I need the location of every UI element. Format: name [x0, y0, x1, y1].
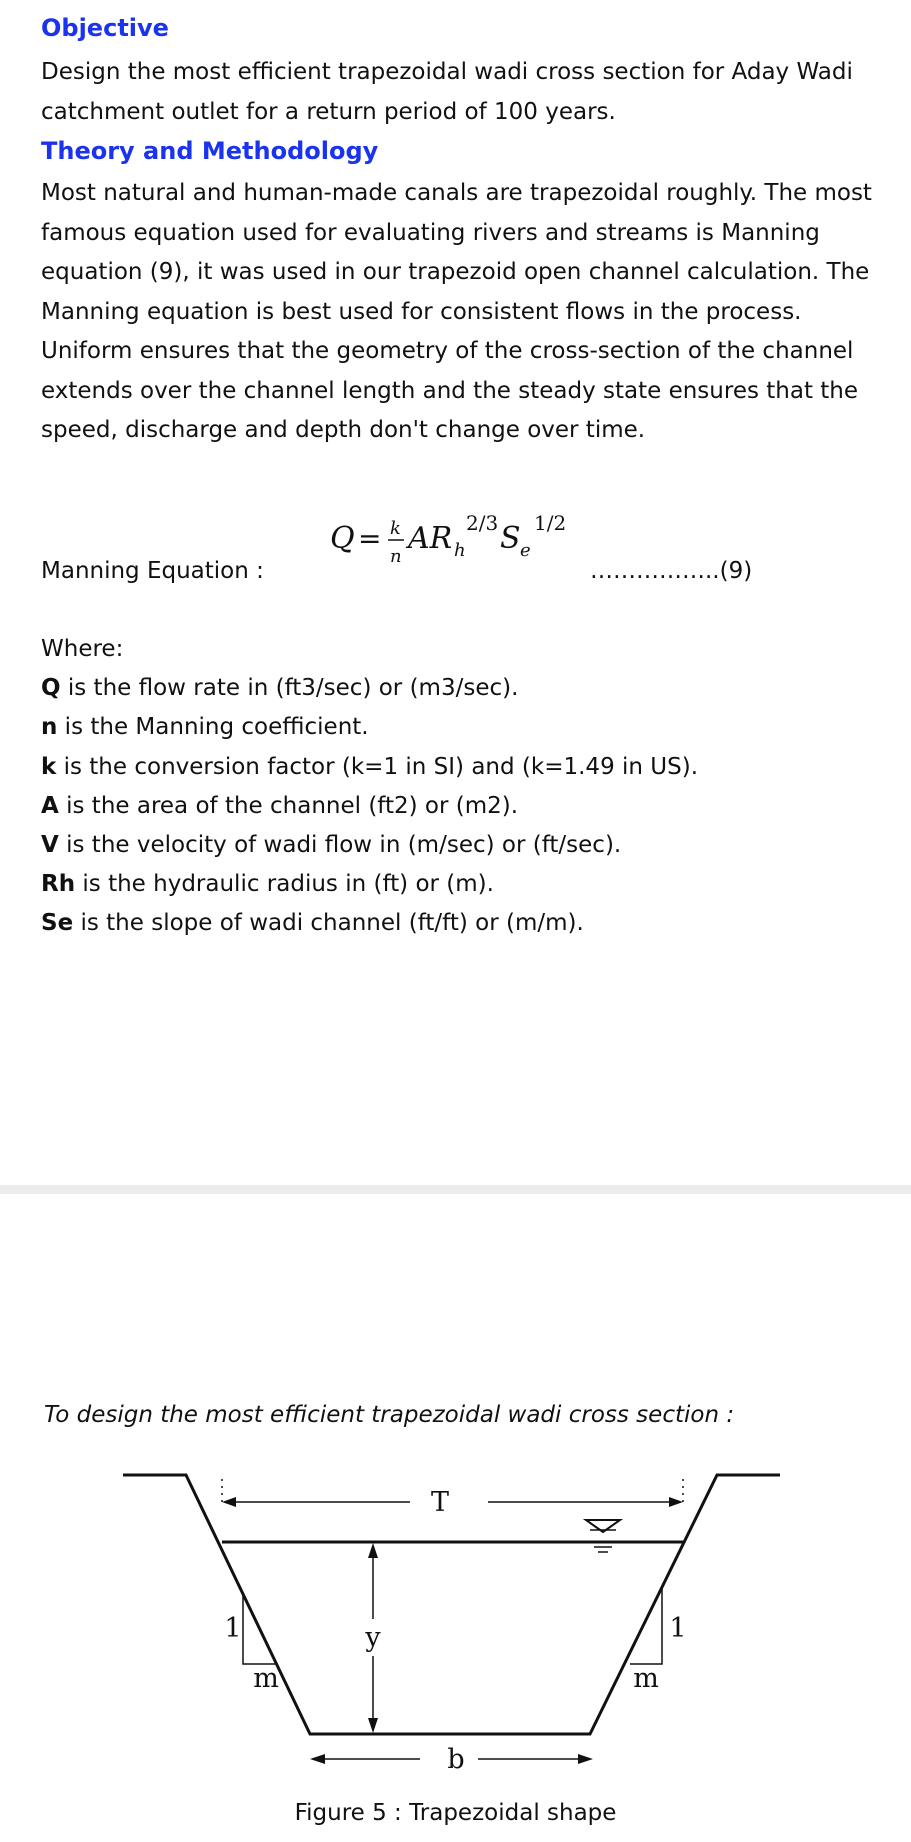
label-top-width: T: [430, 1487, 450, 1518]
label-left-one: 1: [224, 1613, 242, 1644]
manning-equation-formula: [328, 508, 588, 568]
svg-text:n: n: [390, 546, 402, 567]
svg-text:=: =: [358, 522, 382, 555]
label-right-m: m: [633, 1663, 659, 1694]
svg-text:1/2: 1/2: [534, 511, 567, 535]
theory-heading: Theory and Methodology: [41, 137, 379, 165]
definition-q: Q is the flow rate in (ft3/sec) or (m3/sec).: [41, 675, 519, 701]
svg-text:AR: AR: [408, 521, 453, 556]
figure-caption: Figure 5 : Trapezoidal shape: [294, 1800, 617, 1826]
objective-text: Design the most efficient trapezoidal wadi cross section for Aday Wadi catchment outlet for a return period of 100 years.: [41, 59, 853, 125]
definition-se: Se is the slope of wadi channel (ft/ft) or (m/m).: [41, 910, 584, 936]
svg-text:Q: Q: [330, 521, 355, 556]
where-title: Where:: [41, 636, 124, 662]
equation-label: Manning Equation :: [41, 558, 264, 584]
svg-text:2/3: 2/3: [466, 511, 499, 535]
definition-n: n is the Manning coefficient.: [41, 714, 369, 740]
equation-number: ……………..(9): [590, 558, 753, 584]
page-separator: [0, 1185, 911, 1194]
svg-text:S: S: [500, 521, 521, 556]
definition-k: k is the conversion factor (k=1 in SI) and (k=1.49 in US).: [41, 754, 699, 780]
svg-text:h: h: [454, 540, 466, 561]
label-right-one: 1: [669, 1613, 687, 1644]
manning-equation: [328, 508, 588, 576]
trapezoid-diagram: [0, 1194, 911, 1794]
label-depth: y: [365, 1622, 381, 1653]
svg-text:e: e: [520, 540, 531, 561]
definition-rh: Rh is the hydraulic radius in (ft) or (m).: [41, 871, 494, 897]
objective-heading: Objective: [41, 14, 169, 42]
definition-a: A is the area of the channel (ft2) or (m2).: [41, 793, 519, 819]
figure-intro: To design the most efficient trapezoidal wadi cross section :: [44, 1402, 735, 1428]
document-page-2: [0, 1194, 911, 1842]
svg-text:k: k: [390, 518, 401, 539]
label-bottom-width: b: [447, 1744, 465, 1775]
label-left-m: m: [253, 1663, 279, 1694]
theory-text: Most natural and human-made canals are trapezoidal roughly. The most famous equation used for evaluating rivers and streams is Manning equation (9), it was used in our trapezoid open channel calculation. The Manning equation is best used for consistent flows in the process. Uniform ensures that the geometry of the cross-section of the channel extends over the channel length and the steady state ensures that the speed, discharge and depth don't change over time.: [41, 180, 872, 443]
definition-v: V is the velocity of wadi flow in (m/sec) or (ft/sec).: [41, 832, 622, 858]
